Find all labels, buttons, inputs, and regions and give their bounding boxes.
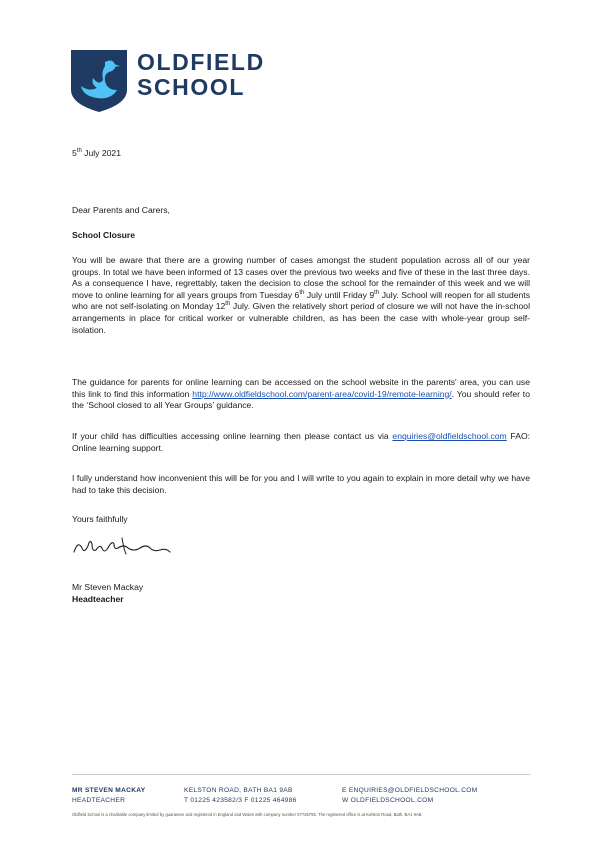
letter-subject: School Closure — [72, 230, 136, 240]
paragraph-support: If your child has difficulties accessing online learning then please contact us via enquiries@oldfieldschool.com FAO: Online learning support. — [72, 431, 531, 453]
signature-image — [70, 530, 180, 562]
school-name: OLDFIELD SCHOOL — [137, 49, 265, 100]
footer-address: KELSTON ROAD, BATH BA1 9AB T 01225 423582/3 F 01225 464986 — [184, 787, 297, 804]
paragraph-apology: I fully understand how inconvenient this will be for you and I will write to you again to explain in more detail why we have had to take this decision. — [72, 473, 530, 495]
sign-off: Yours faithfully — [72, 514, 128, 524]
footer-contact: E ENQUIRIES@OLDFIELDSCHOOL.COM W OLDFIELDSCHOOL.COM — [342, 787, 478, 804]
school-logo — [71, 50, 281, 112]
greeting: Dear Parents and Carers, — [72, 205, 170, 215]
remote-learning-link[interactable]: http://www.oldfieldschool.com/parent-area/covid-19/remote-learning/ — [192, 388, 452, 399]
swan-crest-icon — [71, 50, 127, 112]
signatory-name: Mr Steven Mackay — [72, 582, 144, 592]
footer-fine-print: Oldfield School is a charitable company limited by guarantee and registered in England and Wales with company number 07735795. The registered office is at Kelston Road, Bath, BA1 9AB — [72, 812, 422, 817]
letter-date: 5th July 2021 — [72, 148, 121, 158]
footer-head: MR STEVEN MACKAY HEADTEACHER — [72, 787, 146, 804]
enquiries-email-link[interactable]: enquiries@oldfieldschool.com — [392, 431, 507, 441]
paragraph-closure: You will be aware that there are a growing number of cases amongst the student population across all of our year groups. In total we have been informed of 13 cases over the previous two weeks and five of these in the last three days. As a consequence I have, regrettably, taken the decision to close the school for the remainder of this week and we will move to online learning for all years groups from Tuesday 6th July until Friday 9th July. School will reopen for all students who are not self-isolating on Monday 12th July. Given the relatively short period of closure we will not have the in-school arrangements in place for critical worker or vulnerable children, as has been the case with whole-year group self-isolation. — [72, 255, 530, 335]
signatory-role: Headteacher — [72, 594, 124, 604]
paragraph-guidance: The guidance for parents for online learning can be accessed on the school website in the parents' area, you can use this link to find this information http://www.oldfieldschool.com/parent-area/covid-19/remote-learning/. You should refer to the ‘School closed to all Year Groups’ guidance. — [72, 377, 530, 411]
footer-divider — [72, 774, 530, 775]
